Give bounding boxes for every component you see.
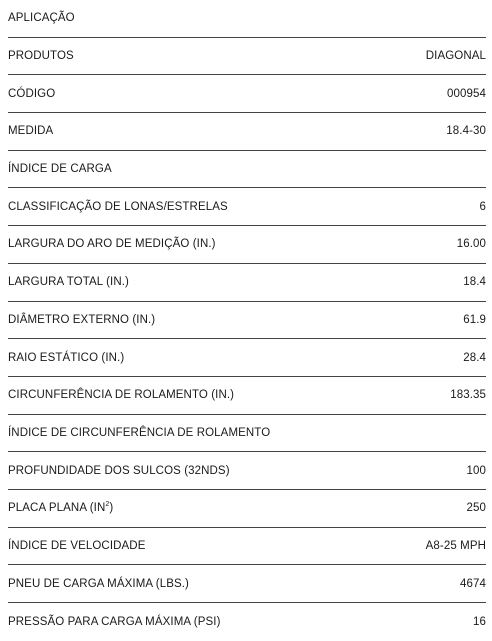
spec-value: 183.35 [450, 389, 486, 402]
spec-value: 100 [466, 464, 486, 477]
spec-row-medida [8, 113, 486, 151]
spec-label-close: ) [109, 502, 114, 515]
spec-label: LARGURA DO ARO DE MEDIÇÃO (IN.) [8, 238, 216, 251]
spec-label: RAIO ESTÁTICO (IN.) [8, 351, 125, 364]
spec-label: LARGURA TOTAL (IN.) [8, 276, 129, 289]
spec-value: 000954 [447, 87, 486, 100]
spec-row-raio-estatico [8, 339, 486, 377]
spec-row-aplicacao [8, 0, 486, 38]
spec-row-diametro-externo [8, 302, 486, 340]
spec-value: 250 [466, 502, 486, 515]
spec-value: DIAGONAL [425, 50, 486, 63]
spec-label: PROFUNDIDADE DOS SULCOS (32NDS) [8, 464, 230, 477]
spec-value: A8-25 MPH [425, 539, 486, 552]
spec-row-largura-total [8, 264, 486, 302]
spec-row-circunferencia-rolamento [8, 377, 486, 415]
spec-row-indice-velocidade [8, 528, 486, 566]
spec-label: PRESSÃO PARA CARGA MÁXIMA (PSI) [8, 615, 221, 628]
spec-label: CÓDIGO [8, 87, 56, 100]
spec-row-pneu-carga-maxima [8, 565, 486, 603]
spec-value: 18.4-30 [446, 125, 486, 138]
spec-row-pressao-carga-maxima [8, 603, 486, 641]
spec-row-placa-plana [8, 490, 486, 528]
spec-row-classificacao-lonas [8, 188, 486, 226]
spec-row-codigo [8, 75, 486, 113]
spec-value: 16 [473, 615, 486, 628]
spec-value: 61.9 [463, 313, 486, 326]
spec-label: MEDIDA [8, 125, 54, 138]
spec-label: DIÂMETRO EXTERNO (IN.) [8, 313, 156, 326]
spec-label-main: PLACA PLANA (IN [8, 502, 106, 515]
superscript-exponent: 2 [105, 501, 110, 509]
spec-row-produtos [8, 38, 486, 76]
spec-value: 18.4 [463, 276, 486, 289]
spec-label: CLASSIFICAÇÃO DE LONAS/ESTRELAS [8, 200, 228, 213]
spec-label [8, 502, 113, 514]
spec-value: 16.00 [456, 238, 486, 251]
spec-row-indice-de-carga [8, 151, 486, 189]
spec-row-indice-circunferencia [8, 415, 486, 453]
spec-value: 6 [479, 200, 486, 213]
spec-label: APLICAÇÃO [8, 12, 75, 25]
spec-label: ÍNDICE DE VELOCIDADE [8, 539, 146, 552]
spec-label: PNEU DE CARGA MÁXIMA (LBS.) [8, 577, 189, 590]
spec-value: 28.4 [463, 351, 486, 364]
spec-value: 4674 [460, 577, 486, 590]
spec-label: ÍNDICE DE CIRCUNFERÊNCIA DE ROLAMENTO [8, 426, 271, 439]
spec-label: CIRCUNFERÊNCIA DE ROLAMENTO (IN.) [8, 389, 235, 402]
spec-label: PRODUTOS [8, 50, 74, 63]
spec-row-largura-aro [8, 226, 486, 264]
spec-row-profundidade-sulcos [8, 452, 486, 490]
spec-label: ÍNDICE DE CARGA [8, 163, 112, 176]
